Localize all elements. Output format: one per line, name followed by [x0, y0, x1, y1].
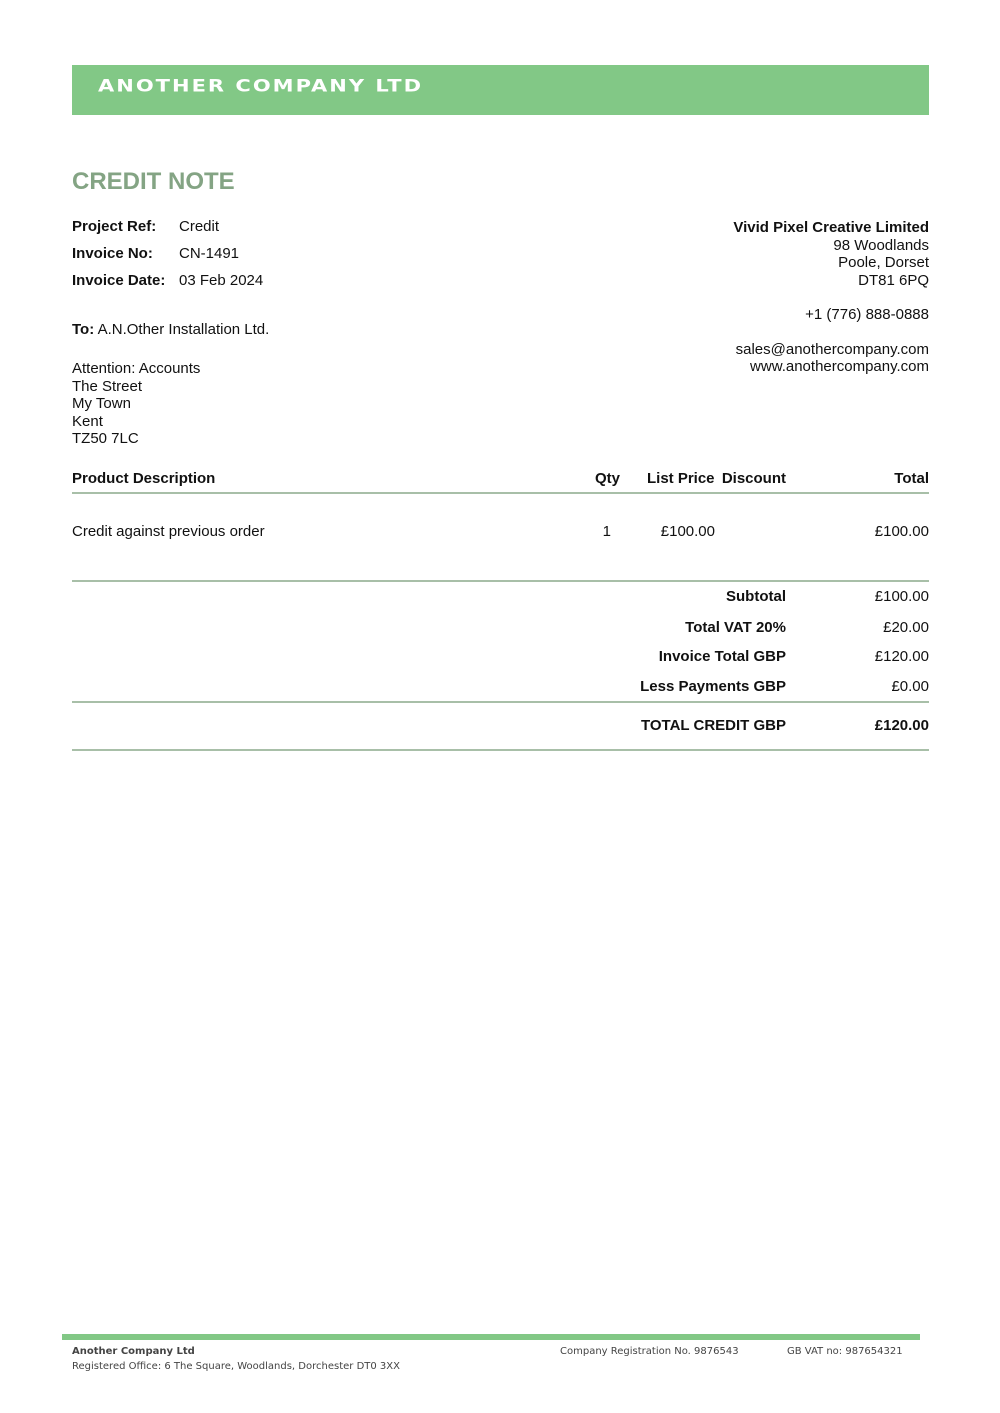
header-rule — [72, 492, 929, 494]
address-line: My Town — [72, 395, 131, 412]
items-rule — [72, 580, 929, 582]
final-rule — [72, 749, 929, 751]
company-banner — [72, 65, 929, 115]
header-qty: Qty — [594, 470, 620, 487]
to-name: A.N.Other Installation Ltd. — [97, 321, 270, 338]
document-title: CREDIT NOTE — [72, 168, 235, 195]
meta-row-project-ref — [72, 218, 263, 245]
invoice-total-label: Invoice Total GBP — [658, 648, 786, 665]
invoice-meta — [72, 218, 263, 299]
row-total: £100.00 — [874, 523, 929, 540]
meta-label: Project Ref: — [72, 218, 157, 235]
spacer — [733, 289, 929, 306]
address-line: Kent — [72, 412, 103, 430]
meta-label: Invoice No: — [72, 245, 153, 262]
header-total: Total — [894, 470, 929, 487]
sender-details — [733, 219, 929, 376]
header-description: Product Description — [72, 470, 216, 487]
address-line: The Street — [72, 377, 143, 395]
meta-label: Invoice Date: — [72, 272, 166, 289]
meta-value: 03 Feb 2024 — [179, 272, 264, 289]
meta-value: Credit — [179, 218, 220, 235]
recipient-address — [72, 360, 200, 448]
address-line: TZ50 7LC — [72, 430, 139, 447]
footer-company-name: Another Company Ltd — [72, 1346, 195, 1357]
address-line: Attention: Accounts — [72, 360, 201, 377]
total-credit-label: TOTAL CREDIT GBP — [640, 717, 786, 734]
meta-row-invoice-date — [72, 272, 263, 299]
invoice-total-value: £120.00 — [874, 648, 929, 665]
vat-value: £20.00 — [883, 619, 929, 636]
footer-registered-office: Registered Office: 6 The Square, Woodlands, Dorchester DT0 3XX — [72, 1361, 400, 1372]
total-credit-value: £120.00 — [874, 717, 929, 734]
footer-bar — [62, 1334, 920, 1340]
footer-company — [72, 1346, 195, 1357]
sender-address-line: 98 Woodlands — [833, 236, 929, 254]
payments-value: £0.00 — [891, 678, 929, 695]
spacer — [733, 324, 929, 341]
header-list-price: List Price — [647, 470, 715, 487]
footer-vat: GB VAT no: 987654321 — [787, 1346, 903, 1357]
subtotal-value: £100.00 — [874, 588, 929, 605]
meta-value: CN-1491 — [179, 245, 240, 262]
row-qty: 1 — [602, 523, 611, 540]
totals-rule — [72, 701, 929, 703]
payments-label: Less Payments GBP — [640, 678, 786, 695]
header-discount: Discount — [721, 470, 786, 487]
sender-address-line: Poole, Dorset — [838, 254, 929, 271]
footer-registration: Company Registration No. 9876543 — [560, 1346, 739, 1357]
sender-address-line: DT81 6PQ — [858, 271, 929, 289]
sender-name: Vivid Pixel Creative Limited — [733, 219, 929, 236]
recipient-to — [72, 321, 269, 338]
meta-row-invoice-no — [72, 245, 263, 272]
vat-label: Total VAT 20% — [685, 619, 786, 636]
sender-website: www.anothercompany.com — [750, 358, 929, 375]
sender-email: sales@anothercompany.com — [735, 340, 929, 358]
sender-phone: +1 (776) 888-0888 — [805, 306, 929, 323]
subtotal-label: Subtotal — [726, 588, 786, 605]
to-label: To: — [72, 321, 95, 338]
company-banner-text: ANOTHER COMPANY LTD — [98, 76, 424, 96]
row-description: Credit against previous order — [72, 523, 265, 540]
row-list-price: £100.00 — [660, 523, 715, 540]
